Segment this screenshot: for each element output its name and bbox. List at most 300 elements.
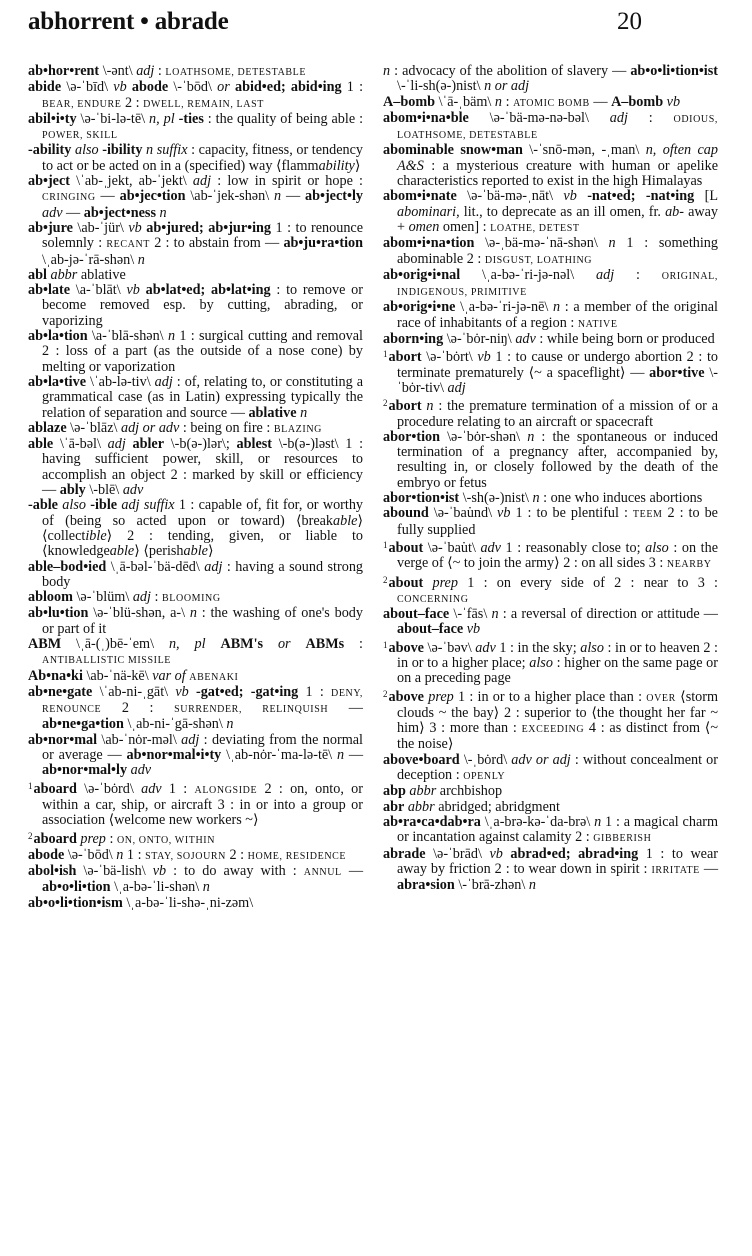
italic-label: able bbox=[109, 543, 135, 560]
italic-label: adv or adj bbox=[511, 751, 571, 768]
dictionary-entry bbox=[383, 300, 718, 332]
italic-label: also bbox=[645, 539, 669, 556]
dictionary-entry bbox=[383, 236, 718, 268]
headword: above bbox=[388, 639, 424, 656]
headword: abom•i•na•tion bbox=[383, 235, 475, 252]
small-caps-gloss: LOATHSOME, DETESTABLE bbox=[165, 67, 307, 78]
definition-text: : without concealment or deception : bbox=[397, 751, 719, 784]
pronunciation: \ˌab-nȯr-ˈma-lə-tē\ bbox=[221, 747, 337, 764]
dictionary-entry bbox=[383, 638, 718, 687]
dictionary-entry bbox=[383, 111, 718, 144]
headword: abode bbox=[28, 846, 65, 863]
definition-text: : while being born or produced bbox=[535, 331, 715, 348]
italic-label: n bbox=[189, 605, 197, 622]
headword: able–bod•ied bbox=[28, 558, 107, 575]
italic-label: n bbox=[426, 398, 434, 415]
headword: abrad•ed; abrad•ing bbox=[510, 845, 639, 862]
definition-text: : a reversal of direction or attitude — bbox=[498, 606, 718, 623]
italic-label: n bbox=[532, 490, 540, 507]
definition-text: 1 : to wear away by friction 2 : to wear down in spirit : bbox=[397, 845, 719, 877]
definition-text: : being on fire : bbox=[179, 419, 274, 436]
headword: ab•jured; ab•jur•ing bbox=[146, 219, 272, 236]
definition-text: : a member of the original race of inhabitants of a region : bbox=[397, 299, 718, 331]
headword: ab•hor•rent bbox=[28, 63, 100, 79]
definition-text: 2 : bbox=[225, 846, 248, 863]
homograph-number: 1 bbox=[383, 349, 388, 360]
headword: -able bbox=[28, 497, 58, 514]
small-caps-gloss: OVER bbox=[646, 692, 676, 704]
italic-label: adv bbox=[42, 204, 63, 221]
definition-text: 2 : bbox=[101, 700, 175, 717]
headword: ABM's bbox=[220, 635, 264, 652]
headword: ab•ju•ra•tion bbox=[283, 235, 363, 252]
italic-label: adv bbox=[480, 539, 501, 556]
definition-text: [L bbox=[694, 188, 719, 205]
definition-text: 1 : to renounce solemnly : bbox=[42, 219, 364, 252]
headword: abor•tion bbox=[383, 428, 440, 445]
small-caps-gloss: DWELL, REMAIN, LAST bbox=[143, 98, 264, 110]
dictionary-entry bbox=[28, 896, 363, 911]
pronunciation: \-ˌbȯrd\ bbox=[459, 751, 512, 768]
italic-label: adj bbox=[609, 109, 628, 126]
definition-text: 2 : bbox=[121, 94, 144, 111]
definition-text: ⟨storm clouds ~ the bay⟩ 2 : superior to ⟨the thought her far ~ him⟩ 3 : more than : bbox=[397, 688, 719, 737]
pronunciation: \ə-ˈblüm\ bbox=[72, 589, 133, 606]
definition-text: 1 : having sufficient power, skill, or resources to accomplish an object 2 : marked by skill or efficiency — bbox=[42, 436, 364, 499]
dictionary-entry bbox=[383, 753, 718, 785]
definition-text: 1 : in the sky; bbox=[495, 639, 581, 656]
headword: abp bbox=[383, 783, 406, 800]
italic-label: adj bbox=[192, 173, 212, 190]
dictionary-entry bbox=[28, 329, 363, 375]
small-caps-gloss: ABENAKI bbox=[189, 671, 239, 683]
pronunciation: \-b(ə-)ləst\ bbox=[271, 436, 346, 453]
definition-text: : higher on the same page or on a preceding page bbox=[397, 654, 718, 687]
headword: ably bbox=[59, 482, 86, 499]
headword: abound bbox=[383, 505, 429, 522]
dictionary-entry bbox=[28, 560, 363, 591]
headword: -ability bbox=[28, 142, 72, 159]
pronunciation: \ə-ˈbä-lish\ bbox=[76, 863, 153, 880]
italic-label: vb bbox=[175, 683, 189, 700]
headword: ab•ne•gate bbox=[28, 683, 93, 700]
definition-text: — bbox=[341, 863, 364, 880]
headword: about–face bbox=[397, 621, 464, 638]
headword: ab•o•li•tion bbox=[42, 879, 111, 896]
pronunciation: \ə-ˈbä-mə-ˌnāt\ bbox=[456, 188, 564, 205]
definition-text: : low in spirit or hope : bbox=[211, 173, 364, 190]
headword: aboard bbox=[33, 780, 77, 797]
dictionary-entry bbox=[383, 607, 718, 638]
definition-text: : in or to heaven 2 : in or to a higher place; bbox=[397, 639, 718, 671]
definition-text: ⟩ 2 : tending, given, or liable to ⟨knowledge bbox=[42, 527, 363, 560]
pronunciation: \ə-ˈbȯrt\ bbox=[421, 349, 478, 366]
small-caps-gloss: ANNUL bbox=[303, 867, 342, 879]
italic-label: n bbox=[491, 606, 499, 623]
italic-label: also bbox=[529, 654, 553, 671]
headword: ab•ject bbox=[28, 173, 70, 190]
headword: abom•i•nate bbox=[383, 188, 457, 205]
italic-label: abbr bbox=[409, 783, 437, 800]
italic-label: adv bbox=[515, 331, 536, 348]
definition-text: : the quality of being able : bbox=[203, 110, 364, 127]
headword: ablative bbox=[248, 404, 297, 421]
italic-label: n bbox=[274, 188, 282, 205]
homograph-number: 2 bbox=[383, 398, 388, 409]
headword: ab•ra•ca•dab•ra bbox=[383, 813, 481, 830]
dictionary-entry bbox=[28, 733, 363, 779]
headword: ab•o•li•tion•ist bbox=[630, 63, 718, 79]
italic-label: or bbox=[277, 635, 291, 652]
headword: above•board bbox=[383, 751, 460, 768]
definition-text: — bbox=[328, 700, 363, 717]
italic-label: adj bbox=[107, 436, 126, 453]
dictionary-entry bbox=[28, 590, 363, 606]
small-caps-gloss: ANTIBALLISTIC MISSILE bbox=[42, 655, 171, 667]
definition-text: : bbox=[344, 635, 363, 652]
headword: ablest bbox=[236, 436, 272, 453]
italic-label: abbr bbox=[407, 798, 435, 815]
small-caps-gloss: OPENLY bbox=[463, 771, 506, 783]
italic-label: adv bbox=[141, 780, 162, 797]
dictionary-entry bbox=[28, 685, 363, 733]
homograph-number: 2 bbox=[383, 574, 388, 585]
headword: abil•i•ty bbox=[28, 110, 77, 127]
italic-label: n bbox=[552, 299, 561, 316]
dictionary-entry bbox=[28, 143, 363, 174]
italic-label: n bbox=[383, 63, 391, 79]
definition-text: — bbox=[95, 188, 120, 205]
dictionary-entry bbox=[383, 784, 718, 799]
definition-text: : to remove or become removed esp. by cutting, abrading, or vaporizing bbox=[42, 282, 363, 329]
definition-text: : advocacy of the abolition of slavery — bbox=[390, 63, 631, 79]
dictionary-entry bbox=[383, 491, 718, 506]
italic-label: vb bbox=[497, 505, 511, 522]
headword: abom•i•na•ble bbox=[383, 109, 469, 126]
dictionary-entry bbox=[28, 221, 363, 268]
pronunciation: \ab-ˈnä-kē\ bbox=[82, 667, 153, 684]
headword: abort bbox=[388, 398, 422, 415]
pronunciation: \ˈab-ˌjekt, ab-ˈjekt\ bbox=[70, 173, 193, 190]
definition-text: 1 : bbox=[123, 846, 146, 863]
dictionary-entry bbox=[383, 506, 718, 538]
pronunciation: \ˈab-lə-tiv\ bbox=[86, 373, 155, 390]
headword: ab•nor•mal bbox=[28, 731, 98, 748]
definition-text: 1 : reasonably close to; bbox=[500, 539, 646, 556]
headword: -ties bbox=[178, 110, 204, 127]
pronunciation: \-ənt\ bbox=[99, 63, 137, 79]
dictionary-entry bbox=[383, 143, 718, 189]
pronunciation: \ˌā-bəl-ˈbä-dēd\ bbox=[106, 558, 205, 575]
definition-text: 1 : capable of, fit for, or worthy of (being so acted upon or toward) ⟨break bbox=[42, 497, 364, 529]
pronunciation: \ə-ˈbəv\ bbox=[423, 639, 476, 656]
headword: ABMs bbox=[305, 635, 345, 652]
italic-label: adj bbox=[181, 731, 200, 748]
headword: -ible bbox=[90, 497, 118, 514]
headword: ab•jec•tion bbox=[119, 188, 186, 205]
dictionary-entry bbox=[28, 421, 363, 437]
dictionary-entry bbox=[383, 815, 718, 847]
italic-label: adj bbox=[447, 379, 466, 396]
italic-label: n bbox=[202, 879, 210, 896]
dictionary-entry bbox=[28, 848, 363, 864]
dictionary-entry bbox=[28, 669, 363, 685]
italic-label: n bbox=[608, 235, 616, 252]
pronunciation: \-ˈli-sh(ə-)nist\ bbox=[397, 78, 485, 95]
italic-label: adj bbox=[596, 266, 615, 283]
headword: able bbox=[28, 436, 54, 453]
italic-label: n bbox=[226, 716, 234, 733]
definition-text: : bbox=[105, 830, 117, 847]
definition-text bbox=[291, 636, 306, 652]
headword: -ibility bbox=[102, 142, 143, 159]
definition-text: omen] : bbox=[439, 218, 491, 235]
pronunciation: \ab-ˈjek-shən\ bbox=[185, 188, 274, 205]
dictionary-entry bbox=[28, 498, 363, 559]
italic-label: vb bbox=[128, 219, 142, 236]
headword: ab•nor•mal•ly bbox=[42, 762, 128, 779]
left-column bbox=[28, 64, 363, 911]
dictionary-entry bbox=[28, 283, 363, 329]
definition-text: — bbox=[62, 204, 84, 221]
small-caps-gloss: BLOOMING bbox=[162, 593, 221, 605]
italic-label: n bbox=[336, 747, 345, 764]
definition-text: 4 : as distinct from ⟨~ the noise⟩ bbox=[397, 720, 718, 753]
italic-label: vb bbox=[477, 349, 491, 366]
definition-text: — bbox=[589, 93, 612, 110]
headword: abominable snow•man bbox=[383, 142, 523, 159]
headword: aborn•ing bbox=[383, 331, 444, 348]
small-caps-gloss: NATIVE bbox=[577, 318, 618, 330]
small-caps-gloss: SURRENDER, RELINQUISH bbox=[174, 704, 329, 716]
small-caps-gloss: ODIOUS, LOATHSOME, DETESTABLE bbox=[397, 113, 718, 142]
definition-text: 1 : bbox=[298, 683, 332, 700]
italic-label: adj bbox=[136, 63, 155, 79]
italic-label: n bbox=[167, 328, 176, 345]
definition-text bbox=[263, 636, 278, 652]
dictionary-entry bbox=[383, 189, 718, 236]
headword: ABM bbox=[28, 635, 62, 652]
small-caps-gloss: ALONGSIDE bbox=[194, 784, 258, 796]
headword: ab•la•tive bbox=[28, 373, 87, 390]
headword: abide bbox=[28, 79, 62, 96]
headword: ab•orig•i•ne bbox=[383, 299, 456, 316]
italic-label: omen bbox=[408, 218, 440, 235]
pronunciation: \ˌa-bə-ˈli-shən\ bbox=[110, 879, 203, 896]
italic-label: vb bbox=[489, 845, 503, 862]
small-caps-gloss: TEEM bbox=[632, 509, 663, 521]
pronunciation: \ə-ˌbä-mə-ˈnā-shən\ bbox=[474, 235, 609, 252]
definition-text: : bbox=[502, 93, 514, 110]
small-caps-gloss: STAY, SOJOURN bbox=[145, 850, 226, 862]
dictionary-entry bbox=[28, 606, 363, 637]
headword: abl bbox=[28, 266, 47, 283]
definition-text: : a mysterious creature with human or apelike characteristics reported to exist in the high Himalayas bbox=[397, 157, 718, 190]
pronunciation: \ə-ˈblü-shən, a-\ bbox=[88, 605, 190, 622]
pronunciation: \-ˈbrā-zhən\ bbox=[454, 877, 529, 894]
definition-text: : to do away with : bbox=[166, 863, 304, 880]
definition-text: — bbox=[699, 860, 719, 877]
small-caps-gloss: NEARBY bbox=[666, 559, 712, 571]
headword: A–bomb bbox=[611, 93, 664, 110]
headword: abloom bbox=[28, 589, 73, 606]
definition-text: 1 : to cause or undergo abortion 2 : to terminate prematurely ⟨~ a spaceflight⟩ — bbox=[397, 349, 719, 381]
headword: ab•lu•tion bbox=[28, 605, 89, 622]
italic-label: adj bbox=[132, 589, 151, 606]
pronunciation: \ˌab-jə-ˈrā-shən\ bbox=[42, 251, 138, 268]
italic-label: ability bbox=[318, 157, 355, 174]
dictionary-entry bbox=[28, 829, 363, 848]
pronunciation: \ˌa-bə-ˈli-shə-ˌni-zəm\ bbox=[122, 894, 254, 911]
italic-label: ible bbox=[85, 527, 107, 544]
definition-text: : of, relating to, or constituting a grammatical case (as in Latin) expressing typically the relation of separation and source — bbox=[42, 373, 363, 421]
dictionary-entry bbox=[28, 779, 363, 829]
italic-label: vb bbox=[113, 79, 127, 96]
pronunciation: \ˈā-ˌbäm\ bbox=[435, 93, 495, 110]
pronunciation: \a-ˈblāt\ bbox=[70, 282, 127, 299]
italic-label: also bbox=[74, 142, 99, 159]
headword: about–face bbox=[383, 606, 450, 623]
definition-text: , lit., to deprecate as an ill omen, fr. bbox=[456, 203, 666, 220]
homograph-number: 2 bbox=[383, 688, 388, 699]
headword: Ab•na•ki bbox=[28, 667, 83, 684]
definition-text: ⟩ ⟨collect bbox=[42, 512, 363, 544]
italic-label: vb bbox=[152, 863, 167, 880]
homograph-number: 1 bbox=[28, 780, 33, 791]
definition-text: : bbox=[627, 109, 674, 126]
small-caps-gloss: BEAR, ENDURE bbox=[42, 98, 122, 110]
definition-text: — bbox=[344, 747, 364, 764]
headword: abler bbox=[132, 436, 165, 453]
small-caps-gloss: ORIGINAL, INDIGENOUS, PRIMITIVE bbox=[397, 270, 718, 299]
pronunciation: \ə-ˈbä-mə-nə-bəl\ bbox=[468, 109, 610, 126]
italic-label: also bbox=[62, 497, 86, 514]
pronunciation: \ˌab-ni-ˈgā-shən\ bbox=[123, 716, 227, 733]
headword: A–bomb bbox=[383, 93, 436, 110]
dictionary-entry bbox=[28, 637, 363, 669]
dictionary-entry bbox=[383, 95, 718, 111]
small-caps-gloss: GIBBERISH bbox=[593, 833, 652, 845]
pronunciation: \ab-ˈjür\ bbox=[72, 219, 129, 236]
italic-label: n, pl bbox=[149, 110, 175, 127]
italic-label: able bbox=[333, 512, 358, 529]
italic-label: prep bbox=[432, 574, 458, 591]
headword: abort bbox=[388, 349, 422, 366]
italic-label: n bbox=[159, 204, 167, 221]
definition-text: 1 : bbox=[341, 79, 364, 96]
small-caps-gloss: HOME, RESIDENCE bbox=[247, 850, 347, 862]
italic-label: adj or adv bbox=[120, 419, 180, 436]
definition-text bbox=[577, 188, 587, 204]
definition-text: 1 : surgical cutting and removal 2 : loss of a part (as the outside of a nose cone) by melting or vaporization bbox=[42, 328, 363, 375]
italic-label: adj bbox=[154, 373, 173, 390]
headword: ab•ne•ga•tion bbox=[42, 716, 124, 733]
italic-label: also bbox=[580, 639, 604, 656]
definition-text: ablative bbox=[77, 266, 126, 283]
italic-label: var of bbox=[152, 667, 186, 684]
dictionary-entry bbox=[28, 112, 363, 144]
definition-text: : having a sound strong body bbox=[42, 558, 364, 590]
pronunciation: \ˈab-ni-ˌgāt\ bbox=[92, 683, 176, 700]
definition-text: : the spontaneous or induced termination of a pregnancy after, accompanied by, resulting in, or closely followed by the death of the embryo or fetus bbox=[397, 428, 718, 491]
dictionary-entry bbox=[383, 396, 718, 430]
homograph-number: 2 bbox=[28, 830, 33, 841]
headword: about bbox=[388, 574, 424, 591]
definition-text: : deviating from the normal or average — bbox=[42, 731, 363, 764]
italic-label: vb bbox=[466, 621, 481, 638]
italic-label: n bbox=[116, 846, 124, 863]
italic-label: abominari bbox=[397, 203, 457, 220]
pronunciation: \ə-ˈblāz\ bbox=[66, 419, 121, 436]
pronunciation: \-b(ə-)lər\; bbox=[164, 436, 237, 453]
right-column bbox=[383, 64, 718, 893]
dictionary-entry bbox=[28, 268, 363, 283]
definition-text: : bbox=[154, 63, 166, 79]
pronunciation: \ˈā-bəl\ bbox=[53, 436, 108, 453]
small-caps-gloss: ATOMIC BOMB bbox=[513, 97, 590, 109]
italic-label: vb bbox=[563, 188, 577, 205]
pronunciation: \ˌa-brə-kə-ˈda-brə\ bbox=[480, 813, 595, 830]
definition-text: 1 : on every side of 2 : near to 3 : bbox=[457, 574, 719, 591]
definition-text: away + bbox=[397, 203, 719, 235]
headword: ab•orig•i•nal bbox=[383, 266, 461, 283]
pronunciation: \ə-ˈbȯr-niŋ\ bbox=[443, 331, 516, 348]
definition-text: : on the verge of ⟨~ to join the army⟩ 2 : on all sides 3 : bbox=[397, 539, 718, 572]
definition-text: 2 : on, onto, or within a car, ship, or aircraft 3 : in or into a group or association ⟨welcome new workers ~⟩ bbox=[42, 780, 363, 829]
pronunciation: \-ˈsnō-mən, -ˌman\ bbox=[522, 142, 646, 159]
dictionary-entry bbox=[28, 375, 363, 421]
dictionary-entry bbox=[383, 64, 718, 95]
pronunciation: \ə-ˈbȯr-shən\ bbox=[440, 428, 528, 445]
pronunciation: \-blē\ bbox=[85, 482, 123, 499]
homograph-number: 1 bbox=[383, 639, 388, 650]
small-caps-gloss: CONCERNING bbox=[397, 593, 469, 605]
headword: abrade bbox=[383, 845, 426, 862]
italic-label: adv bbox=[475, 639, 496, 656]
headword: ab•ject•ly bbox=[305, 188, 363, 205]
dictionary-entry bbox=[383, 332, 718, 347]
pronunciation: \ˌā-(ˌ)bē-ˈem\ bbox=[61, 635, 169, 652]
pronunciation: \ˌa-bə-ˈri-jə-nəl\ bbox=[460, 266, 597, 283]
pronunciation: \ə-ˈbau̇t\ bbox=[423, 539, 481, 556]
pronunciation: \-ˈbȯr-tiv\ bbox=[397, 364, 718, 396]
dictionary-entry bbox=[28, 437, 363, 498]
dictionary-entry bbox=[383, 800, 718, 815]
definition-text: : bbox=[614, 266, 662, 283]
dictionary-entry bbox=[383, 268, 718, 301]
definition-text: : one who induces abortions bbox=[539, 490, 703, 507]
definition-text: — bbox=[281, 188, 305, 205]
italic-label: prep bbox=[80, 830, 106, 847]
dictionary-entry bbox=[28, 174, 363, 221]
italic-label: n bbox=[494, 93, 503, 110]
small-caps-gloss: LOATHE, DETEST bbox=[490, 222, 580, 234]
dictionary-entry bbox=[383, 430, 718, 491]
pronunciation: \ab-ˈnȯr-məl\ bbox=[97, 731, 182, 748]
italic-label: abbr bbox=[50, 266, 78, 283]
headword: about bbox=[388, 539, 424, 556]
small-caps-gloss: POWER, SKILL bbox=[42, 130, 118, 142]
pronunciation: \ə-ˈbōd\ bbox=[64, 846, 117, 863]
italic-label: adj bbox=[204, 558, 223, 575]
italic-label: adv bbox=[122, 482, 144, 499]
headword: ab•nor•mal•i•ty bbox=[126, 747, 222, 764]
small-caps-gloss: CRINGING bbox=[42, 192, 96, 204]
page-number: 20 bbox=[617, 8, 642, 35]
italic-label: n bbox=[528, 877, 536, 894]
small-caps-gloss: BLAZING bbox=[273, 423, 322, 435]
small-caps-gloss: DISGUST, LOATHING bbox=[484, 254, 593, 266]
